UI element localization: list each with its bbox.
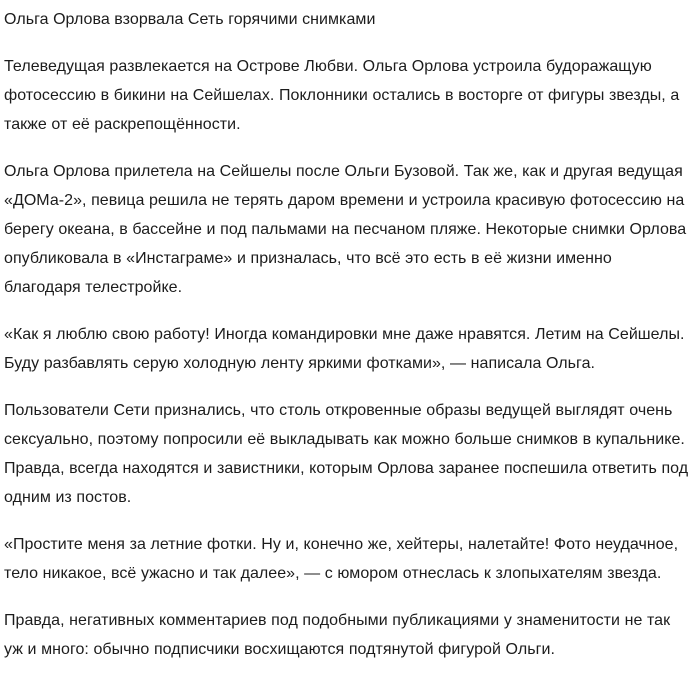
article-body (4, 52, 693, 664)
article-paragraph: Пользователи Сети признались, что столь откровенные образы ведущей выглядят очень сексуально, поэтому попросили её выкладывать как можно больше снимков в купальнике. Правда, всегда находятся и завистники, которым Орлова заранее поспешила ответить под одним из постов. (4, 402, 689, 506)
article-paragraph: Телеведущая развлекается на Острове Любви. Ольга Орлова устроила будоражащую фотосессию в бикини на Сейшелах. Поклонники остались в восторге от фигуры звезды, а также от её раскрепощённости. (4, 58, 680, 133)
article-paragraph: Правда, негативных комментариев под подобными публикациями у знаменитости не так уж и много: обычно подписчики восхищаются подтянутой фигурой Ольги. (4, 612, 671, 658)
article-paragraph: Ольга Орлова прилетела на Сейшелы после Ольги Бузовой. Так же, как и другая ведущая «ДОМа-2», певица решила не терять даром времени и устроила красивую фотосессию на берегу океана, в бассейне и под пальмами на песчаном пляже. Некоторые снимки Орлова опубликовала в «Инстаграме» и призналась, что всё это есть в её жизни именно благодаря телестройке. (4, 163, 687, 296)
article-title: Ольга Орлова взорвала Сеть горячими снимками (4, 11, 376, 28)
article-paragraph-quote: «Простите меня за летние фотки. Ну и, конечно же, хейтеры, налетайте! Фото неудачное, тело никакое, всё ужасно и так далее», — с юмором отнеслась к злопыхателям звезда. (4, 536, 679, 582)
article-paragraph-quote: «Как я люблю свою работу! Иногда командировки мне даже нравятся. Летим на Сейшелы. Буду разбавлять серую холодную ленту яркими фотками», — написала Ольга. (4, 326, 685, 372)
